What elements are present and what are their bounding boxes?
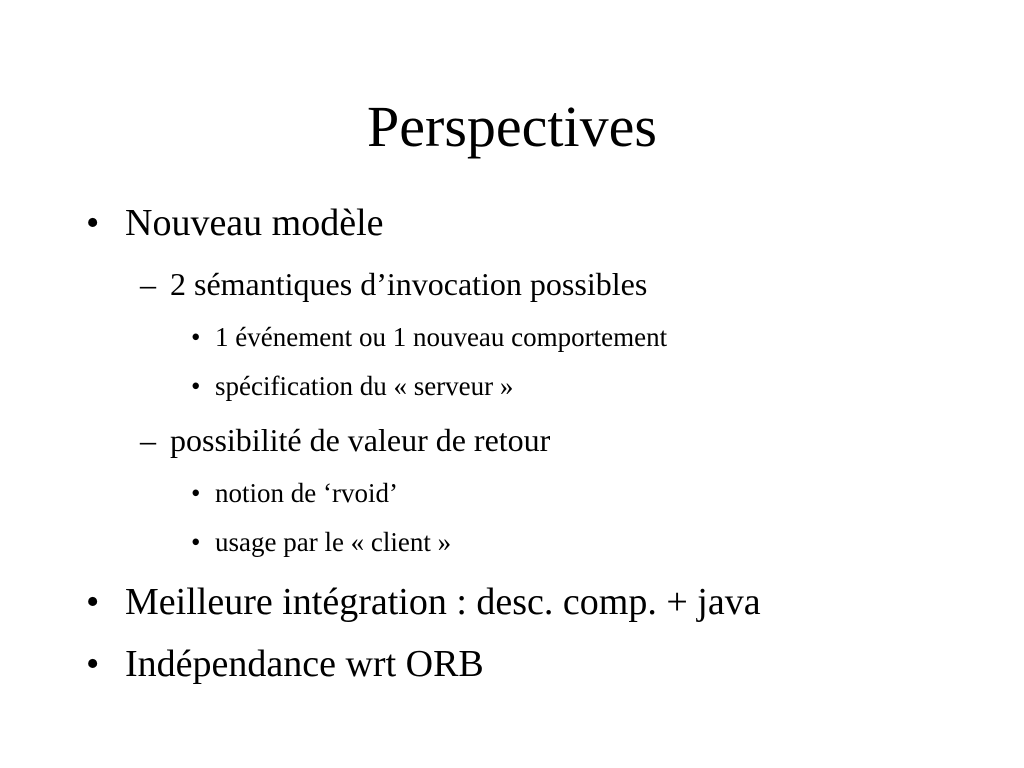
subitem-semantiques: 2 sémantiques d’invocation possibles: [170, 266, 648, 302]
bullet-icon: •: [191, 371, 201, 401]
bullet-icon: •: [191, 478, 201, 508]
bullet-meilleure-integration: Meilleure intégration : desc. comp. + java: [125, 581, 761, 623]
subitem-possibilite: possibilité de valeur de retour: [170, 422, 551, 458]
bullet-icon: •: [86, 643, 100, 685]
bullet-icon: •: [191, 322, 201, 352]
dash-icon: –: [140, 266, 156, 302]
bullet-icon: •: [191, 527, 201, 557]
subsubitem-usage: usage par le « client »: [215, 527, 452, 557]
dash-icon: –: [140, 422, 156, 458]
subsubitem-specification: spécification du « serveur »: [215, 371, 514, 401]
subsubitem-evenement: 1 événement ou 1 nouveau comportement: [215, 322, 668, 352]
bullet-nouveau-modele: Nouveau modèle: [125, 202, 384, 244]
slide-title: Perspectives: [367, 94, 657, 159]
bullet-icon: •: [86, 202, 100, 244]
bullet-independance: Indépendance wrt ORB: [125, 643, 484, 685]
subsubitem-rvoid: notion de ‘rvoid’: [215, 478, 398, 508]
bullet-icon: •: [86, 581, 100, 623]
